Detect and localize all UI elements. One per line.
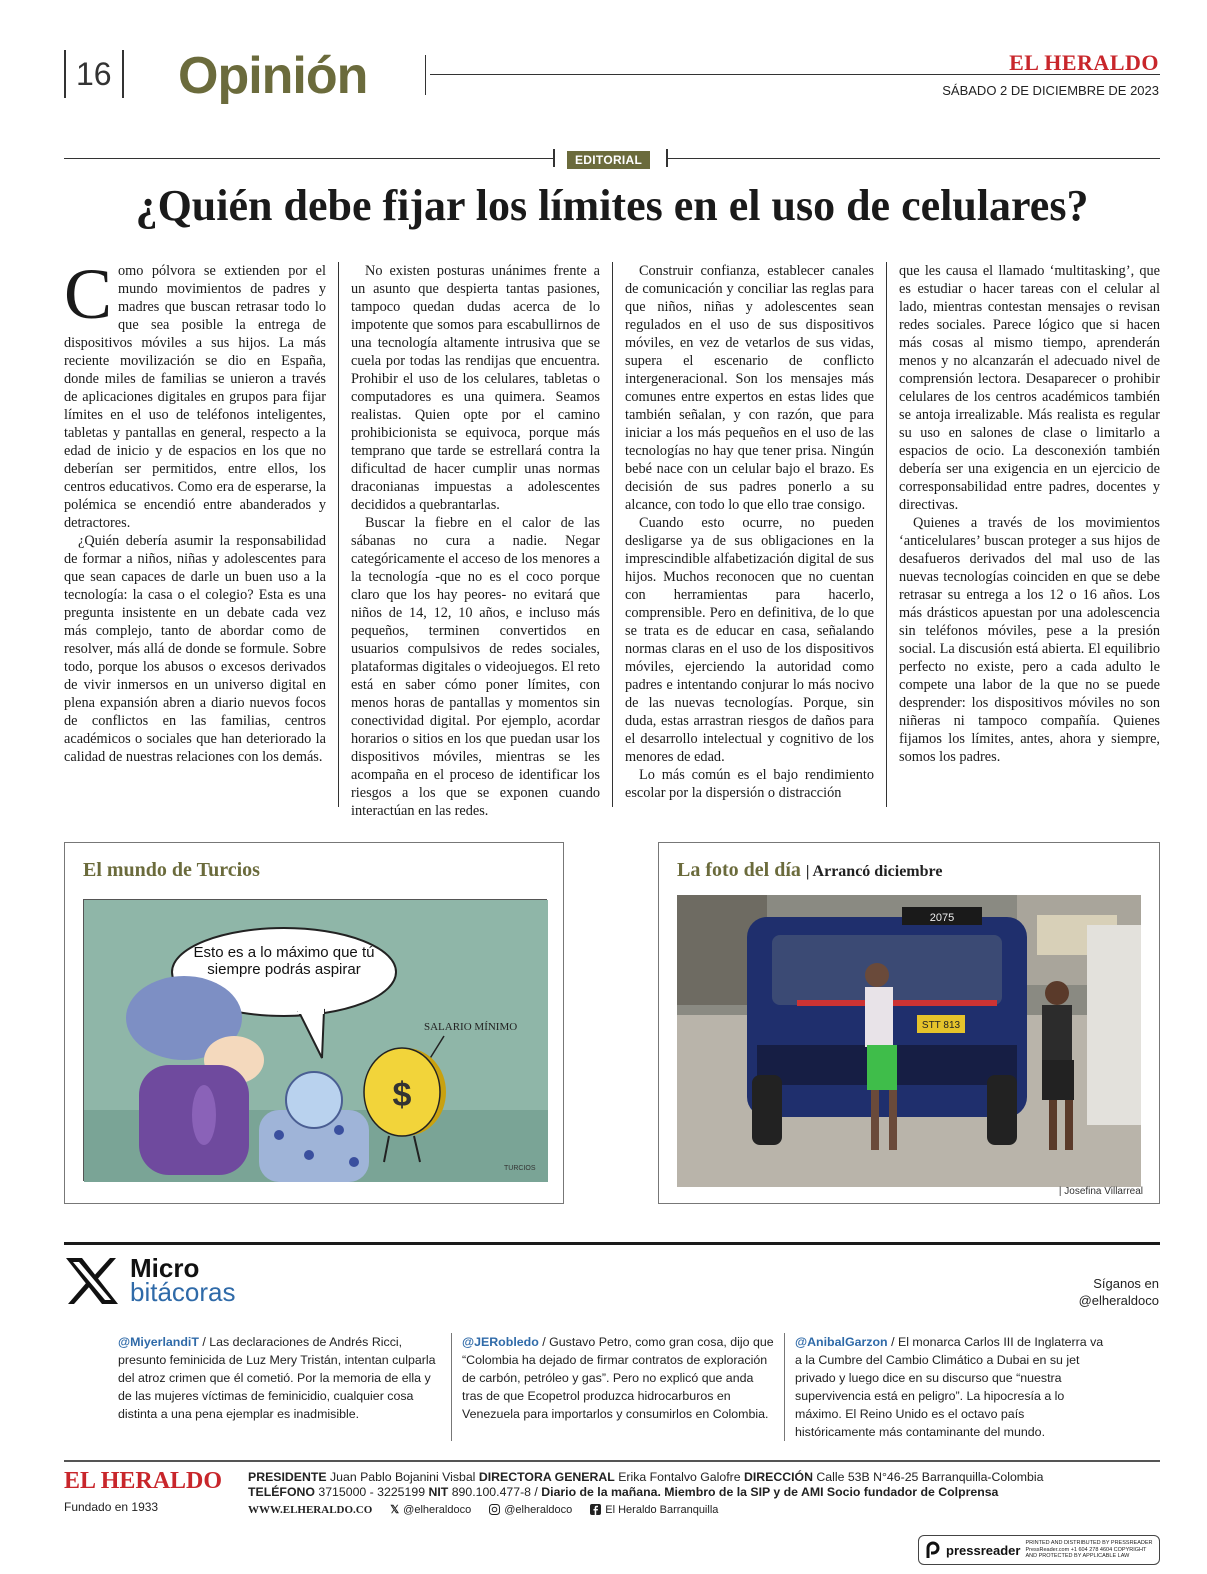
- website-link[interactable]: WWW.ELHERALDO.CO: [248, 1503, 373, 1516]
- photo-subtitle: Arrancó diciembre: [812, 863, 943, 880]
- street-sign: 2075: [929, 912, 955, 924]
- paragraph: Como pólvora se extienden por el mundo movimientos de padres y madres que buscan retrasar todo lo que sea posible la entrega de dispositivos móviles a sus hijos. La más reciente movilización se dio en España, donde miles de familias se unieron a través de aplicaciones digitales en grupos para fijar límites en el uso de teléfonos inteligentes, tabletas y pantallas en general, respecto a la edad de inicio y de espacios en los que no deberían ser permitidos, entre ellos, los centros educativos. Como era de esperarse, la polémica se encendió entre abanderados y detractores.: [64, 254, 326, 531]
- paragraph: Construir confianza, establecer canales de comunicación y conciliar las reglas para que niños, niñas y adolescentes sean regulados en el uso de sus dispositivos móviles, en vez de vetarlos de sus vidas, supera el escenario de conflicto intergeneracional. Son los mensajes más comunes entre expertos en estas lides que también señalan, y con razón, que para iniciar a los más pequeños en el uso de las tecnologías no hay que tener prisa. Ningún bebé nace con un celular bajo el brazo. Es decisión de sus padres ponerlo a su alcance, con todo lo que ello trae consigo.: [625, 263, 874, 513]
- tweet-item: [784, 1333, 1117, 1441]
- tweet-handle[interactable]: @MiyerlandiT: [118, 1335, 199, 1349]
- paragraph: No existen posturas unánimes frente a un asunto que despierta tantas pasiones, tampoco quedan dudas acerca de lo impotente que somos para escabullirnos de una tecnología altamente intrusiva que se cuela por todas las rendijas que encuentra. Prohibir el uso de los celulares, tabletas o computadores es una quimera. Seamos realistas. Quien opte por el camino prohibicionista se equivoca, porque más temprano que tarde se estrellará contra la dificultad de hacer cumplir unas normas draconianas impuestas a adolescentes decididos a quebrantarlas.: [351, 263, 600, 513]
- artist-signature: TURCIOS: [504, 1165, 536, 1172]
- microbitacoras-rule: [64, 1242, 1160, 1245]
- section-title: Opinión: [178, 47, 368, 105]
- paragraph: Lo más común es el bajo rendimiento escolar por la dispersión o distracción: [625, 767, 874, 801]
- photo-section-title: La foto del día: [677, 859, 801, 881]
- editorial-column-3: [612, 262, 886, 807]
- cartoon-title: El mundo de Turcios: [83, 859, 260, 881]
- x-logo-icon: [64, 1256, 120, 1306]
- footer-founded: Fundado en 1933: [64, 1500, 159, 1514]
- pressreader-badge: [918, 1535, 1160, 1565]
- footer-staff-info: [248, 1470, 1043, 1500]
- cartoon-illustration: [83, 899, 547, 1181]
- editorial-column-4: [886, 262, 1160, 807]
- tweet-handle[interactable]: @JERobledo: [462, 1335, 539, 1349]
- facebook-link[interactable]: El Heraldo Barranquilla: [590, 1503, 718, 1516]
- photo-drawing: [677, 895, 1141, 1187]
- header-divider: [425, 55, 426, 95]
- photo-credit: | Josefina Villarreal: [1058, 1186, 1143, 1197]
- facebook-icon: [590, 1504, 601, 1515]
- x-link[interactable]: 𝕏 @elheraldoco: [390, 1503, 472, 1516]
- coin-symbol: $: [392, 1076, 412, 1114]
- paragraph: ¿Quién debería asumir la responsabilidad de formar a niños, niñas y adolescentes para que sean capaces de darle un buen uso a la tecnología: la casa o el colegio? Esta es una pregunta insistente en un debate cada vez más complejo, tanto de abordar como de resolver, más allá de donde se formule. Sobre todo, porque los abusos o excesos derivados de vivir inmersos en un universo digital en plena expansión abren a diario nuevos focos de conflictos en las familias, centros académicos o sociales que han deteriorado la calidad de nuestras relaciones con los demás.: [64, 533, 326, 765]
- microbitacoras-title-line2: bitácoras: [130, 1277, 236, 1307]
- editorial-rule-left: [64, 158, 554, 159]
- photo-image: [677, 895, 1141, 1187]
- follow-us-handle[interactable]: @elheraldoco: [1078, 1293, 1159, 1308]
- footer-line-2: TELÉFONO 3715000 - 3225199 NIT 890.100.477-8 / Diario de la mañana. Miembro de la SIP y de AMI Socio fundador de Colprensa: [248, 1485, 999, 1499]
- tweet-text: / Las declaraciones de Andrés Ricci, presunto feminicida de Luz Mery Tristán, intentan culparla del atroz crimen que él cometió. Por la memoria de ella y de las mujeres víctimas de feminicidio, cualquier cosa distinta a una pena ejemplar es inadmisible.: [118, 1335, 436, 1421]
- masthead-logo: EL HERALDO: [1009, 50, 1159, 75]
- pressreader-logo: pressreader: [946, 1542, 1021, 1558]
- photo-title-row: [677, 859, 942, 882]
- editorial-rule-right: [668, 158, 1160, 159]
- photo-caption-divider: |: [805, 863, 813, 880]
- follow-us-label: Síganos en: [1093, 1276, 1159, 1291]
- footer-line-1: PRESIDENTE Juan Pablo Bojanini Visbal DIRECTORA GENERAL Erika Fontalvo Galofre DIRECCIÓN Calle 53B N°46-25 Barranquilla-Colombia: [248, 1470, 1044, 1484]
- paragraph: Buscar la fiebre en el calor de las sábanas no cura a nadie. Negar categóricamente el acceso de los menores a la tecnología -que no es el coco porque claro que los hay peores- no evitará que niños de 14, 12, 10 años, e incluso más pequeños, terminen convertidos en usuarios compulsivos de redes sociales, plataformas digitales o videojuegos. El reto está en saber cómo poner límites, con menos horas de pantallas y momentos sin conectividad digital. Por ejemplo, acordar horarios o sitios en los que puedan usar los dispositivos móviles, mientras se les acompaña en el proceso de identificar los riesgos a los que se exponen cuando interactúan en las redes.: [351, 515, 600, 819]
- minimum-wage-label: SALARIO MÍNIMO: [424, 1021, 518, 1033]
- tweet-list: [118, 1333, 1118, 1441]
- pressreader-text: PRINTED AND DISTRIBUTED BY PRESSREADER PressReader.com +1 604 278 4604 COPYRIGHT AND PROTECTED BY APPLICABLE LAW: [1025, 1540, 1153, 1560]
- license-plate: STT 813: [921, 1020, 961, 1031]
- tweet-item: [118, 1333, 451, 1441]
- instagram-link[interactable]: @elheraldoco: [489, 1503, 572, 1516]
- footer-rule: [64, 1460, 1160, 1462]
- editorial-tick-left: [553, 149, 555, 167]
- follow-us: [1079, 1275, 1159, 1309]
- tweet-text: / El monarca Carlos III de Inglaterra va a la Cumbre del Cambio Climático a Dubai en su jet privado y luego dice en su discurso que “nuestra supervivencia está en peligro”. La hipocresía a lo máximo. El Reino Unido es el octavo país históricamente más contaminante del mundo.: [795, 1335, 1104, 1439]
- editorial-column-2: [338, 262, 612, 819]
- speech-bubble-text: Esto es a lo máximo que tú siempre podrás aspirar: [193, 944, 375, 978]
- photo-box: [658, 842, 1160, 1204]
- footer-links: [248, 1503, 718, 1516]
- cartoon-box: [64, 842, 564, 1204]
- cartoon-drawing: [84, 900, 548, 1182]
- page-number: 16: [64, 50, 124, 98]
- instagram-icon: [489, 1504, 500, 1515]
- issue-date: SÁBADO 2 DE DICIEMBRE DE 2023: [942, 83, 1159, 98]
- editorial-column-1: [64, 254, 338, 807]
- x-icon: 𝕏: [390, 1504, 400, 1516]
- tweet-text: / Gustavo Petro, como gran cosa, dijo que “Colombia ha dejado de firmar contratos de exploración de carbón, petróleo y gas”. Pero no explicó que anda tras de que Ecopetrol produzca hidrocarburos en Venezuela para importarlos y consumirlos en Colombia.: [462, 1335, 774, 1421]
- pressreader-icon: [925, 1541, 941, 1559]
- paragraph: Cuando esto ocurre, no pueden desligarse ya de sus obligaciones en la imprescindible alfabetización digital de sus hijos. Muchos reconocen que no cuentan con herramientas para hacerlo, comprensible. Pero en definitiva, de lo que se trata es de educar en casa, señalando normas claras en el uso de los dispositivos móviles, ejerciendo la autoridad como padres e intentando conjurar lo más nocivo de las nuevas tecnologías. Porque, sin duda, estas arrastran riesgos de daños para el desarrollo intelectual y cognitivo de los menores de edad.: [625, 515, 874, 765]
- microbitacoras-title: [130, 1253, 236, 1307]
- editorial-label: EDITORIAL: [567, 151, 650, 169]
- microbitacoras-title-line1: Micro: [130, 1253, 200, 1283]
- footer-logo: EL HERALDO: [64, 1468, 223, 1494]
- drop-cap: C: [64, 254, 113, 334]
- paragraph: que les causa el llamado ‘multitasking’, que es estudiar o hacer tareas con el celular al lado, mientras contestan mensajes o revisan redes sociales. Parece lógico que si hacen más cosas al mismo tiempo, aprenderán menos y no alcanzarán el adecuado nivel de comprensión lectora. Desaparecer o prohibir celulares de los centros académicos también se antoja irrealizable. Más realista es regular su uso en salones de clase o limitarlo a espacios de ocio. La desconexión también debería ser una exigencia en un ejercicio de corresponsabilidad entre padres, docentes y directivas.: [899, 263, 1160, 513]
- paragraph: Quienes a través de los movimientos ‘anticelulares’ buscan proteger a sus hijos de desafueros derivados del mal uso de las nuevas tecnologías coinciden en que se debe retrasar su entrega a los 12 o 16 años. Los más drásticos apuestan por una adolescencia sin teléfonos móviles, pese a la presión social. La discusión está abierta. El equilibrio perfecto no existe, pero a cada adulto le compete una labor de la que no se puede desprender: los dispositivos móviles no son niñeras ni tampoco compañía. Quienes fijamos los límites, antes, ahora y siempre, somos los padres.: [899, 515, 1160, 765]
- editorial-body: [64, 254, 1160, 819]
- editorial-headline: ¿Quién debe fijar los límites en el uso de celulares?: [135, 181, 1089, 230]
- tweet-item: [451, 1333, 784, 1441]
- tweet-handle[interactable]: @AnibalGarzon: [795, 1335, 888, 1349]
